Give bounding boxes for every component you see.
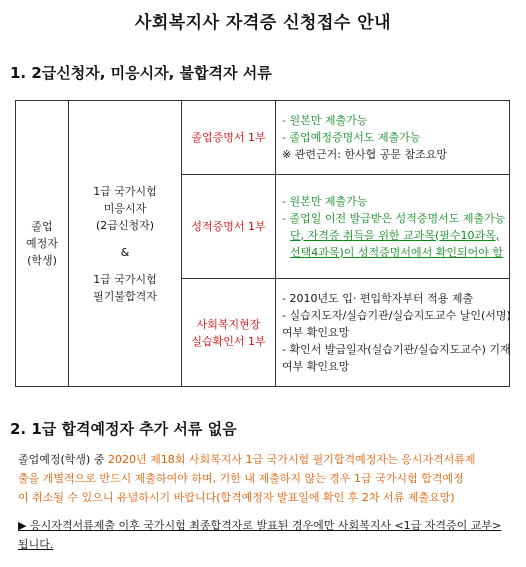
section2-paragraph: [18, 450, 513, 507]
note-line: - 원본만 제출가능: [282, 194, 368, 208]
para-highlight: 출을 개별적으로 반드시 제출하여야 하며, 기한 내 제출하지 않는 경우 1급 국가시험 합격예정: [18, 472, 464, 485]
page-title: 사회복지사 자격증 신청접수 안내: [134, 13, 392, 33]
section1-heading: 1. 2급신청자, 미응시자, 불합격자 서류: [10, 64, 272, 82]
note-text: 됩니다.: [18, 538, 54, 551]
document-notes-cell: [276, 175, 510, 279]
note-line: ※ 관련근거: 한사협 공문 참조요망: [282, 148, 448, 161]
applicant-type-line: (학생): [27, 254, 57, 267]
exam-status-cell: [69, 101, 182, 387]
exam-status-line: &: [120, 245, 130, 259]
applicant-type-line: 졸업: [31, 220, 53, 233]
document-name-cell: [182, 279, 276, 387]
note-line: - 졸업예정증명서도 제출가능: [282, 131, 421, 144]
para-text: 졸업예정(학생) 중: [18, 453, 108, 466]
document-name-line: 사회복지현장: [196, 317, 261, 331]
exam-status-line: 1급 국가시험: [93, 184, 157, 198]
exam-status-line: 미응시자: [103, 201, 147, 215]
exam-status-line: 1급 국가시험: [93, 272, 157, 286]
exam-status-line: (2급신청자): [95, 218, 155, 232]
note-line: - 원본만 제출가능: [282, 114, 368, 127]
note-line: - 졸업일 이전 발급받은 성적증명서도 제출가능: [282, 211, 506, 225]
document-name-cell: 성적증명서 1부: [182, 175, 276, 279]
note-line: 단, 자격증 취득을 위한 교과목(필수10과목,: [290, 228, 500, 242]
note-line: - 2010년도 입· 편입학자부터 적용 제출: [282, 292, 474, 305]
note-line: - 확인서 발급일자(실습기관/실습지도교수) 기재: [282, 343, 511, 356]
document-notes-cell: [276, 279, 510, 387]
note-line: - 실습지도자/실습기관/실습지도교수 날인(서명): [282, 309, 511, 322]
note-line: 여부 확인요망: [282, 326, 350, 339]
exam-status-line: 필기불합격자: [93, 289, 157, 303]
para-highlight: 이 취소될 수 있으니 유념하시기 바랍니다(합격예정자 발표일에 확인 후 2차 서류 제출요망): [18, 491, 455, 504]
document-name-cell: 졸업증명서 1부: [182, 101, 276, 175]
section2-note: [18, 516, 513, 554]
document-name-line: 실습확인서 1부: [191, 334, 266, 348]
para-highlight: 2020년 제18회 사회복지사 1급 국가시험 필기합격예정자는 응시자격서류제: [107, 453, 476, 466]
note-line: 선택4과목)이 성적증명서에서 확인되어야 함: [290, 245, 504, 259]
document-notes-cell: [276, 101, 510, 175]
note-text: ▶ 응시자격서류제출 이후 국가시험 최종합격자로 발표된 경우에만 사회복지사 <1급 자격증이 교부>: [18, 519, 502, 532]
requirements-table: [15, 100, 510, 387]
note-line: 여부 확인요망: [282, 360, 350, 373]
applicant-type-line: 예정자: [26, 237, 58, 250]
section2-heading: 2. 1급 합격예정자 추가 서류 없음: [10, 420, 237, 438]
applicant-type-cell: [16, 101, 69, 387]
